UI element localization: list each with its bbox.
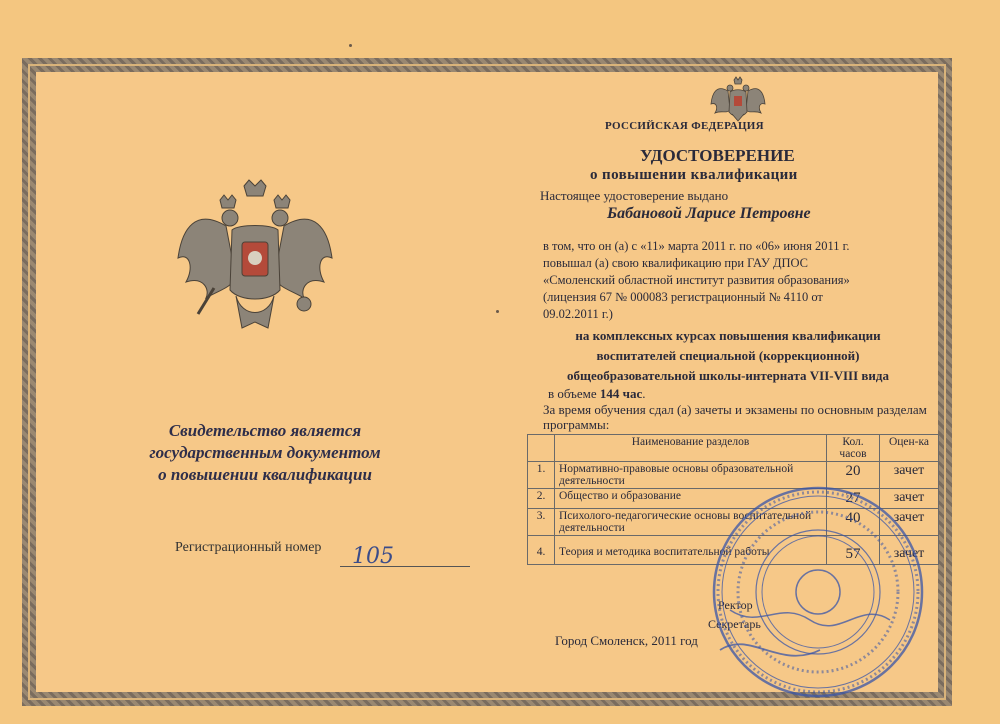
row-section-name: Теория и методика воспитательной работы: [555, 536, 827, 565]
row-grade: зачет: [880, 462, 939, 489]
table-row: [528, 489, 939, 509]
table-header-row: [528, 435, 939, 462]
table-row: [528, 462, 939, 489]
details-line-3: «Смоленский областной институт развития образования»: [543, 273, 850, 287]
document-subtitle: о повышении квалификации: [590, 167, 798, 183]
row-number: 2.: [528, 489, 555, 509]
details-line-2: повышал (а) свою квалификацию при ГАУ ДПОС: [543, 256, 809, 270]
row-section-name: Психолого-педагогические основы воспитательной деятельности: [555, 509, 827, 536]
row-hours: 57: [827, 536, 880, 565]
course-volume: в объеме 144 час.: [548, 386, 646, 401]
course-line-1: на комплексных курсах повышения квалификации: [575, 328, 881, 343]
row-hours: 40: [827, 509, 880, 536]
exams-statement: За время обучения сдал (а) зачеты и экзамены по основным разделам программы:: [543, 402, 927, 432]
details-line-5: 09.02.2011 г.): [543, 307, 613, 321]
row-grade: зачет: [880, 489, 939, 509]
caption-line-3: о повышении квалификации: [158, 465, 372, 484]
course-line-2: воспитателей специальной (коррекционной): [596, 348, 860, 363]
header-number: [528, 435, 555, 462]
details-line-1: в том, что он (а) с «11» марта 2011 г. по «06» июня 2011 г.: [543, 239, 850, 253]
issued-to-label: Настоящее удостоверение выдано: [540, 188, 729, 203]
course-title: [528, 326, 928, 386]
row-section-name: Общество и образование: [555, 489, 827, 509]
row-hours: 20: [827, 462, 880, 489]
details-line-4: (лицензия 67 № 000083 регистрационный № 4110 от: [543, 290, 823, 304]
header-grade: Оцен-ка: [880, 435, 939, 462]
caption-line-2: государственным документом: [149, 443, 381, 462]
country-heading: РОССИЙСКАЯ ФЕДЕРАЦИЯ: [605, 120, 764, 132]
training-details: [543, 238, 933, 323]
header-section-name: Наименование разделов: [555, 435, 827, 462]
row-section-name: Нормативно-правовые основы образовательной деятельности: [555, 462, 827, 489]
rector-label: Ректор: [718, 598, 753, 612]
table-row: [528, 536, 939, 565]
volume-value: 144 час: [599, 386, 643, 401]
row-grade: зачет: [880, 536, 939, 565]
registration-number-value: 105: [352, 544, 394, 569]
certificate-status-caption: [130, 420, 400, 486]
row-grade: зачет: [880, 509, 939, 536]
secretary-label: Секретарь: [708, 617, 761, 631]
document-title: УДОСТОВЕРЕНИЕ: [640, 146, 795, 165]
recipient-name: Бабановой Ларисе Петровне: [607, 205, 811, 222]
small-coat-of-arms-emblem: [710, 76, 766, 122]
row-hours: 27: [827, 489, 880, 509]
coat-of-arms-emblem: [176, 178, 334, 336]
row-number: 3.: [528, 509, 555, 536]
caption-line-1: Свидетельство является: [168, 421, 362, 440]
program-sections-table: [527, 434, 939, 565]
row-number: 4.: [528, 536, 555, 565]
registration-number-label: Регистрационный номер: [175, 540, 322, 555]
city-and-year: Город Смоленск, 2011 год: [555, 633, 698, 648]
course-line-3: общеобразовательной школы-интерната VII-VIII вида: [567, 368, 889, 383]
volume-prefix: в объеме: [548, 386, 597, 401]
header-hours: Кол. часов: [827, 435, 880, 462]
table-row: [528, 509, 939, 536]
row-number: 1.: [528, 462, 555, 489]
